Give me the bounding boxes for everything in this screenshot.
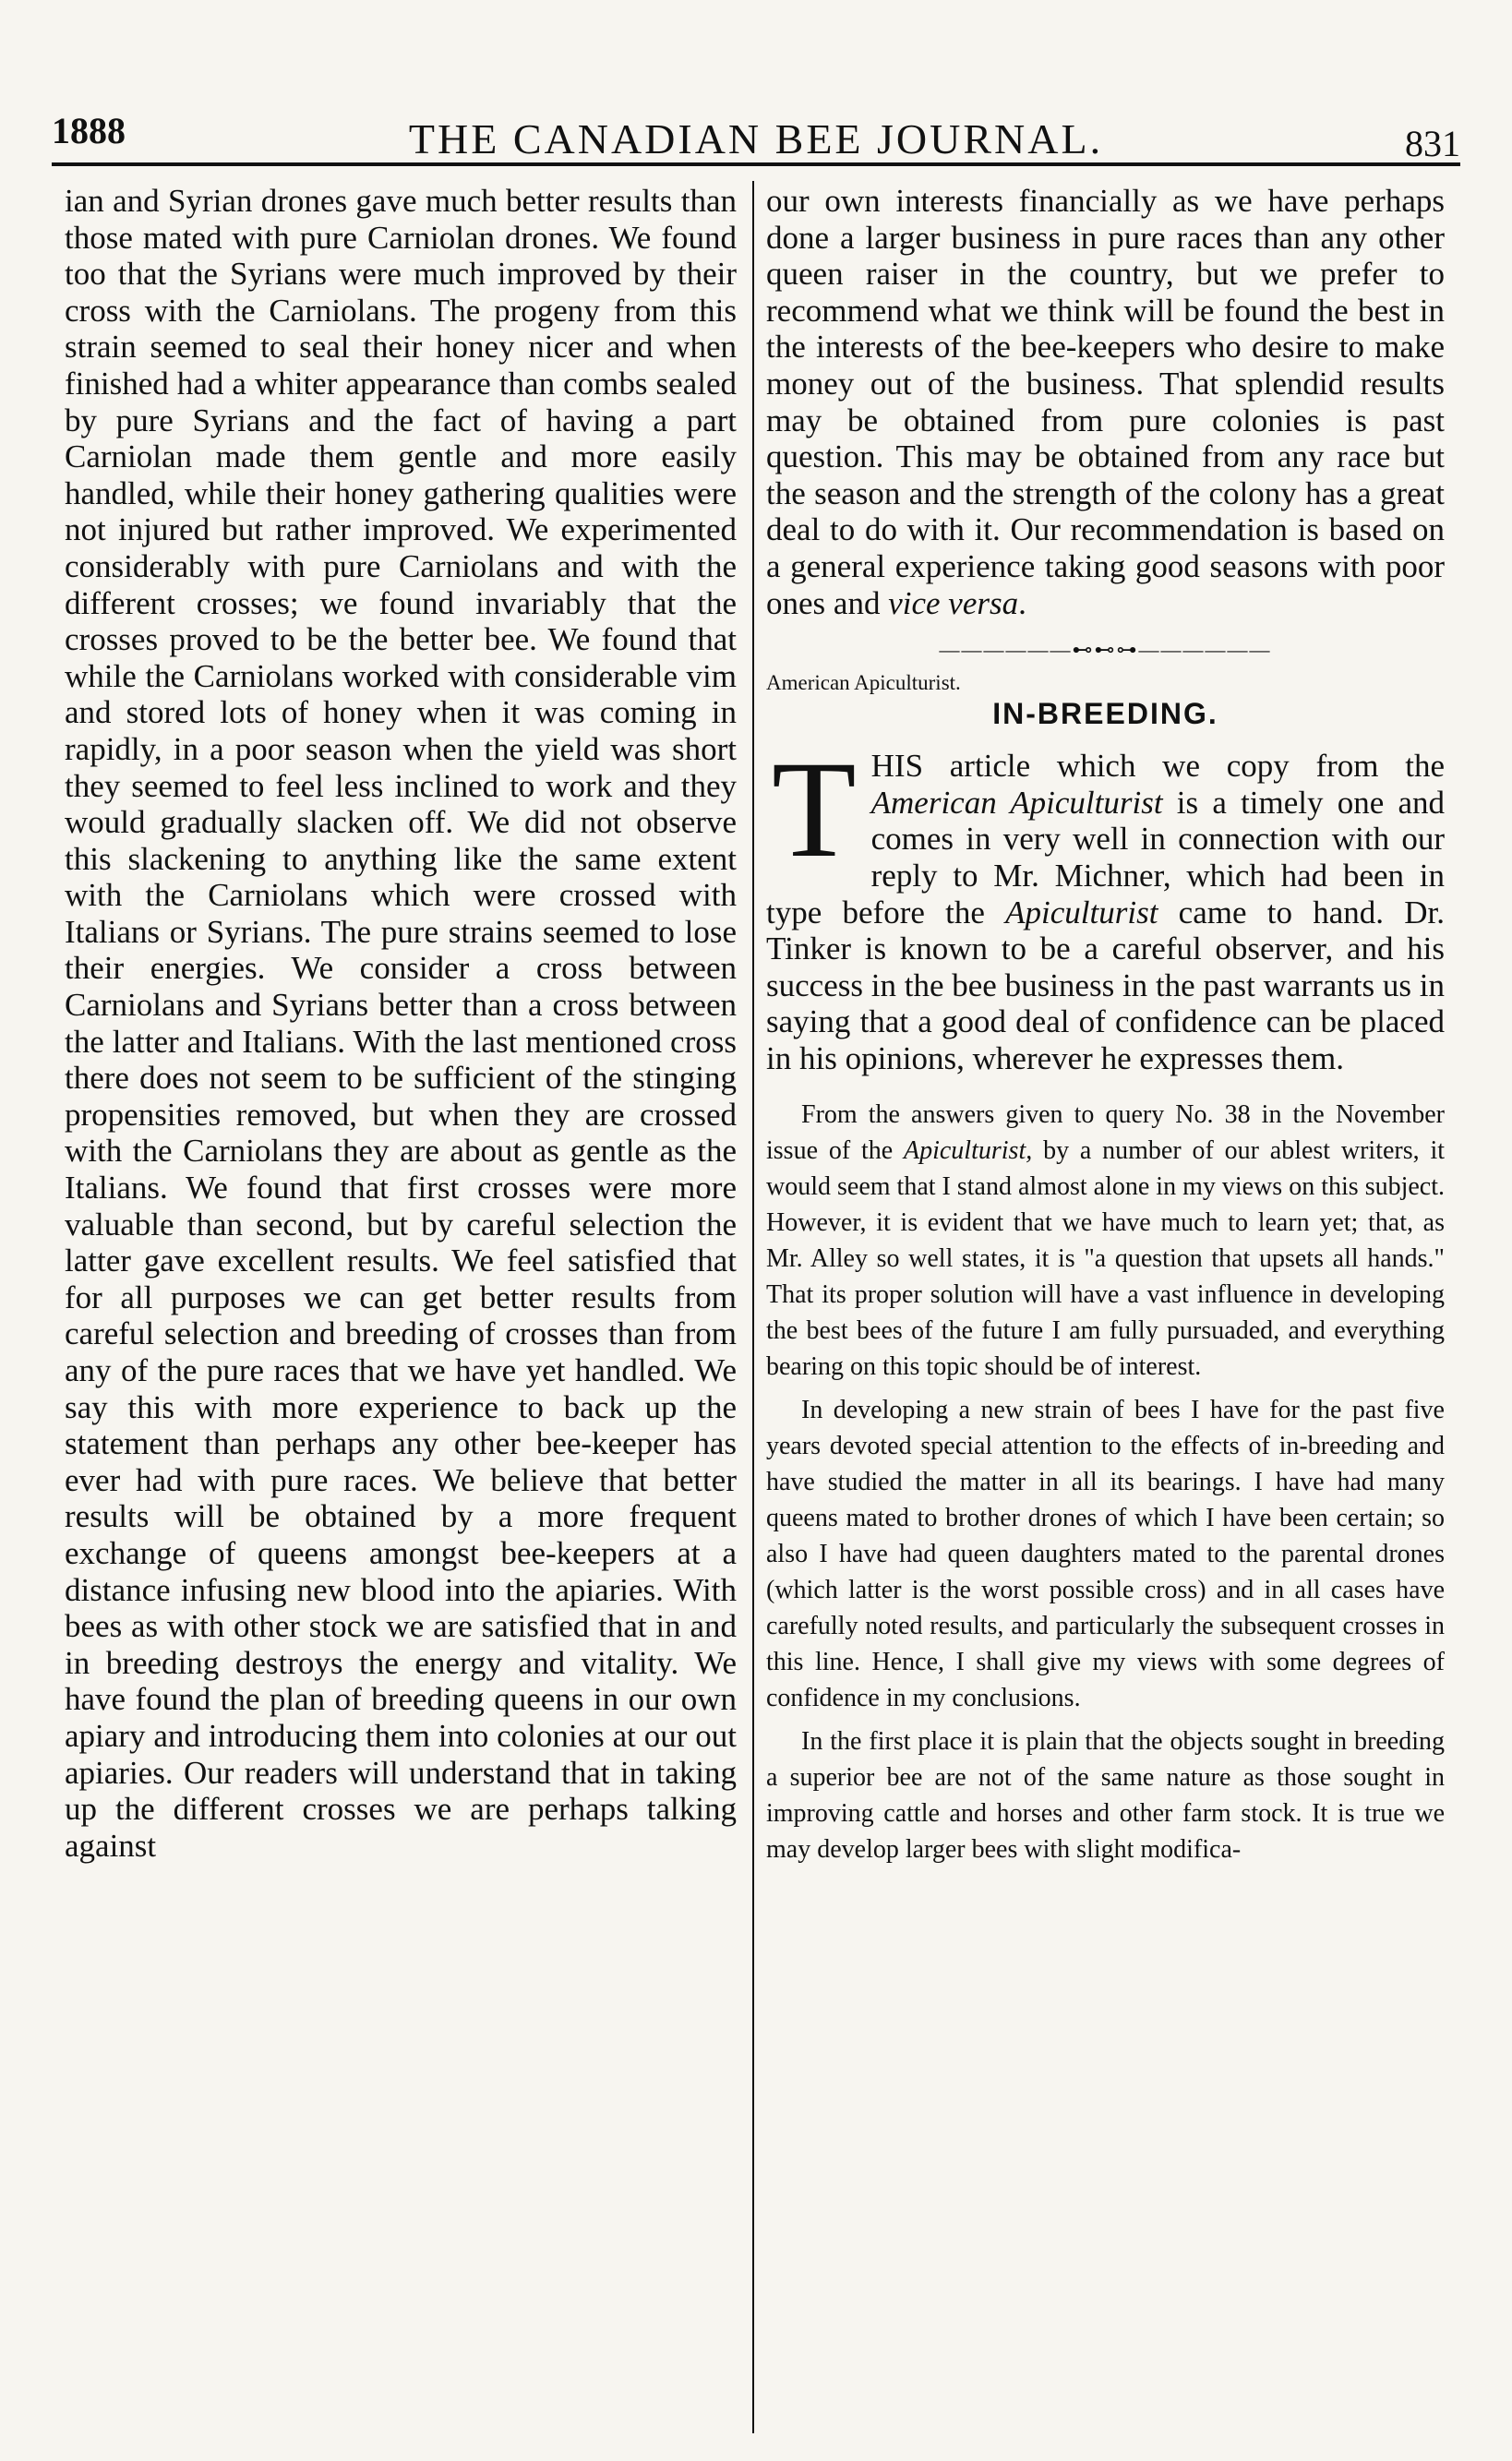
column-rule [752,181,754,2433]
quoted-paragraph-1 [766,1097,1445,1385]
quoted-paragraph-2: In developing a new strain of bees I have for the past five years devoted special attention to the effects of in-breeding and have studied the matter in all its bearings. I have had many queens mated to brother drones of which I have been certain; so also I have had queen daughters mated to the parental drones (which latter is the worst possible cross) and in all cases have carefully noted results, and particularly the subsequent crosses in this line. Hence, I shall give my views with some degrees of confidence in my conclusions. [766,1396,1445,1713]
continuation-end: vice versa [888,584,1019,621]
continuation-paragraph: our own interests financially as we have perhaps done a larger business in pure races than any other queen raiser in the country, but we prefer to recommend what we think will be found the best in the interests of the bee-keepers who desire to make money out of the business. That splendid results may be obtained from pure colonies is past question. This may be obtained from any race but the season and the strength of the colony has a great deal to do with it. Our recommendation is based on a general experience taking good seasons with poor ones and vice versa. [766,183,1445,621]
header-year: 1888 [52,110,126,151]
section-separator: ——————⊷⊷⊶—————— [939,638,1272,662]
intro-part-2: is a timely one and comes in very well in connection with our reply to Mr. Michner, which had been in type before the [766,784,1445,930]
header-rule [52,162,1460,166]
intro-paragraph [766,733,1445,1076]
left-column [65,183,737,1864]
para1-italic: Apiculturist, [904,1136,1033,1166]
journal-title: THE CANADIAN BEE JOURNAL. [408,115,1104,162]
intro-part-3: came to hand. Dr. Tinker is known to be a careful observer, and his success in the bee business in the past warrants us in saying that a good deal of confidence can be placed in his opinions, wherever he expresses them. [766,894,1445,1076]
right-column [766,183,1445,1867]
page-number: 831 [1405,123,1460,164]
drop-cap: T [772,733,857,887]
para1-part-b: by a number of our ablest writers, it would seem that I stand almost alone in my views on this subject. However, it is evident that we have much to learn yet; that, as Mr. Alley so well states, it is "a question that upsets all hands." That its proper solution will have a vast influence in developing the best bees of the future I am fully pursuaded, and everything bearing on this topic should be of interest. [766,1136,1446,1382]
source-credit: American Apiculturist. [766,671,961,695]
intro-italic-2: Apiculturist [1005,894,1158,930]
left-column-text: ian and Syrian drones gave much better results than those mated with pure Carniolan drones. We found too that the Syrians were much improved by their cross with the Carniolans. The progeny from this strain seemed to seal their honey nicer and when finished had a whiter appearance than combs sealed by pure Syrians and the fact of having a part Carniolan made them gentle and more easily handled, while their honey gathering qualities were not injured but rather improved. We experimented considerably with pure Carniolans and with the different crosses; we found invariably that the crosses proved to be the better bee. We found that while the Carniolans worked with considerable vim and stored lots of honey when it was coming in rapidly, in a poor season when the yield was short they seemed to feel less inclined to work and they would gradually slacken off. We did not observe this slackening to anything like the same extent with the Carniolans which were crossed with Italians or Syrians. The pure strains seemed to lose their energies. We consider a cross between Carniolans and Syrians better than a cross between the latter and Italians. With the last mentioned cross there does not seem to be sufficient of the stinging propensities removed, but when they are crossed with the Carniolans they are about as gentle as the Italians. We found that first crosses were more valuable than second, but by careful selection the latter gave excellent results. We feel satisfied that for all purposes we can get better results from careful selection and breeding of crosses than from any of the pure races that we have yet handled. We say this with more experience to back up the statement than perhaps any other bee-keeper has ever had with pure races. We believe that better results will be obtained by a more frequent exchange of queens amongst bee-keepers at a distance infusing new blood into the apiaries. With bees as with other stock we are satisfied that in and in breeding destroys the energy and vitality. We have found the plan of breeding queens in our own apiary and introducing them into colonies at our out apiaries. Our readers will understand that in taking up the different crosses we are perhaps talking against [65,183,737,1864]
quoted-paragraph-3: In the first place it is plain that the objects sought in breeding a superior bee are not of the same nature as those sought in improving cattle and horses and other farm stock. It is true we may develop larger bees with slight modifica- [766,1727,1445,1865]
article-title: IN-BREEDING. [992,697,1218,731]
intro-part-1: HIS article which we copy from the [870,748,1445,785]
intro-italic-1: American Apiculturist [870,784,1163,821]
para1-part-a: From the answers given to query No. 38 in the November issue of the [766,1100,1445,1166]
continuation-text: our own interests financially as we have perhaps done a larger business in pure races than any other queen raiser in the country, but we prefer to recommend what we think will be found the best in the interests of the bee-keepers who desire to make money out of the business. That splendid results may be obtained from pure colonies is past question. This may be obtained from any race but the season and the strength of the colony has a great deal to do with it. Our recommendation is based on a general experience taking good seasons with poor ones and [766,183,1445,621]
